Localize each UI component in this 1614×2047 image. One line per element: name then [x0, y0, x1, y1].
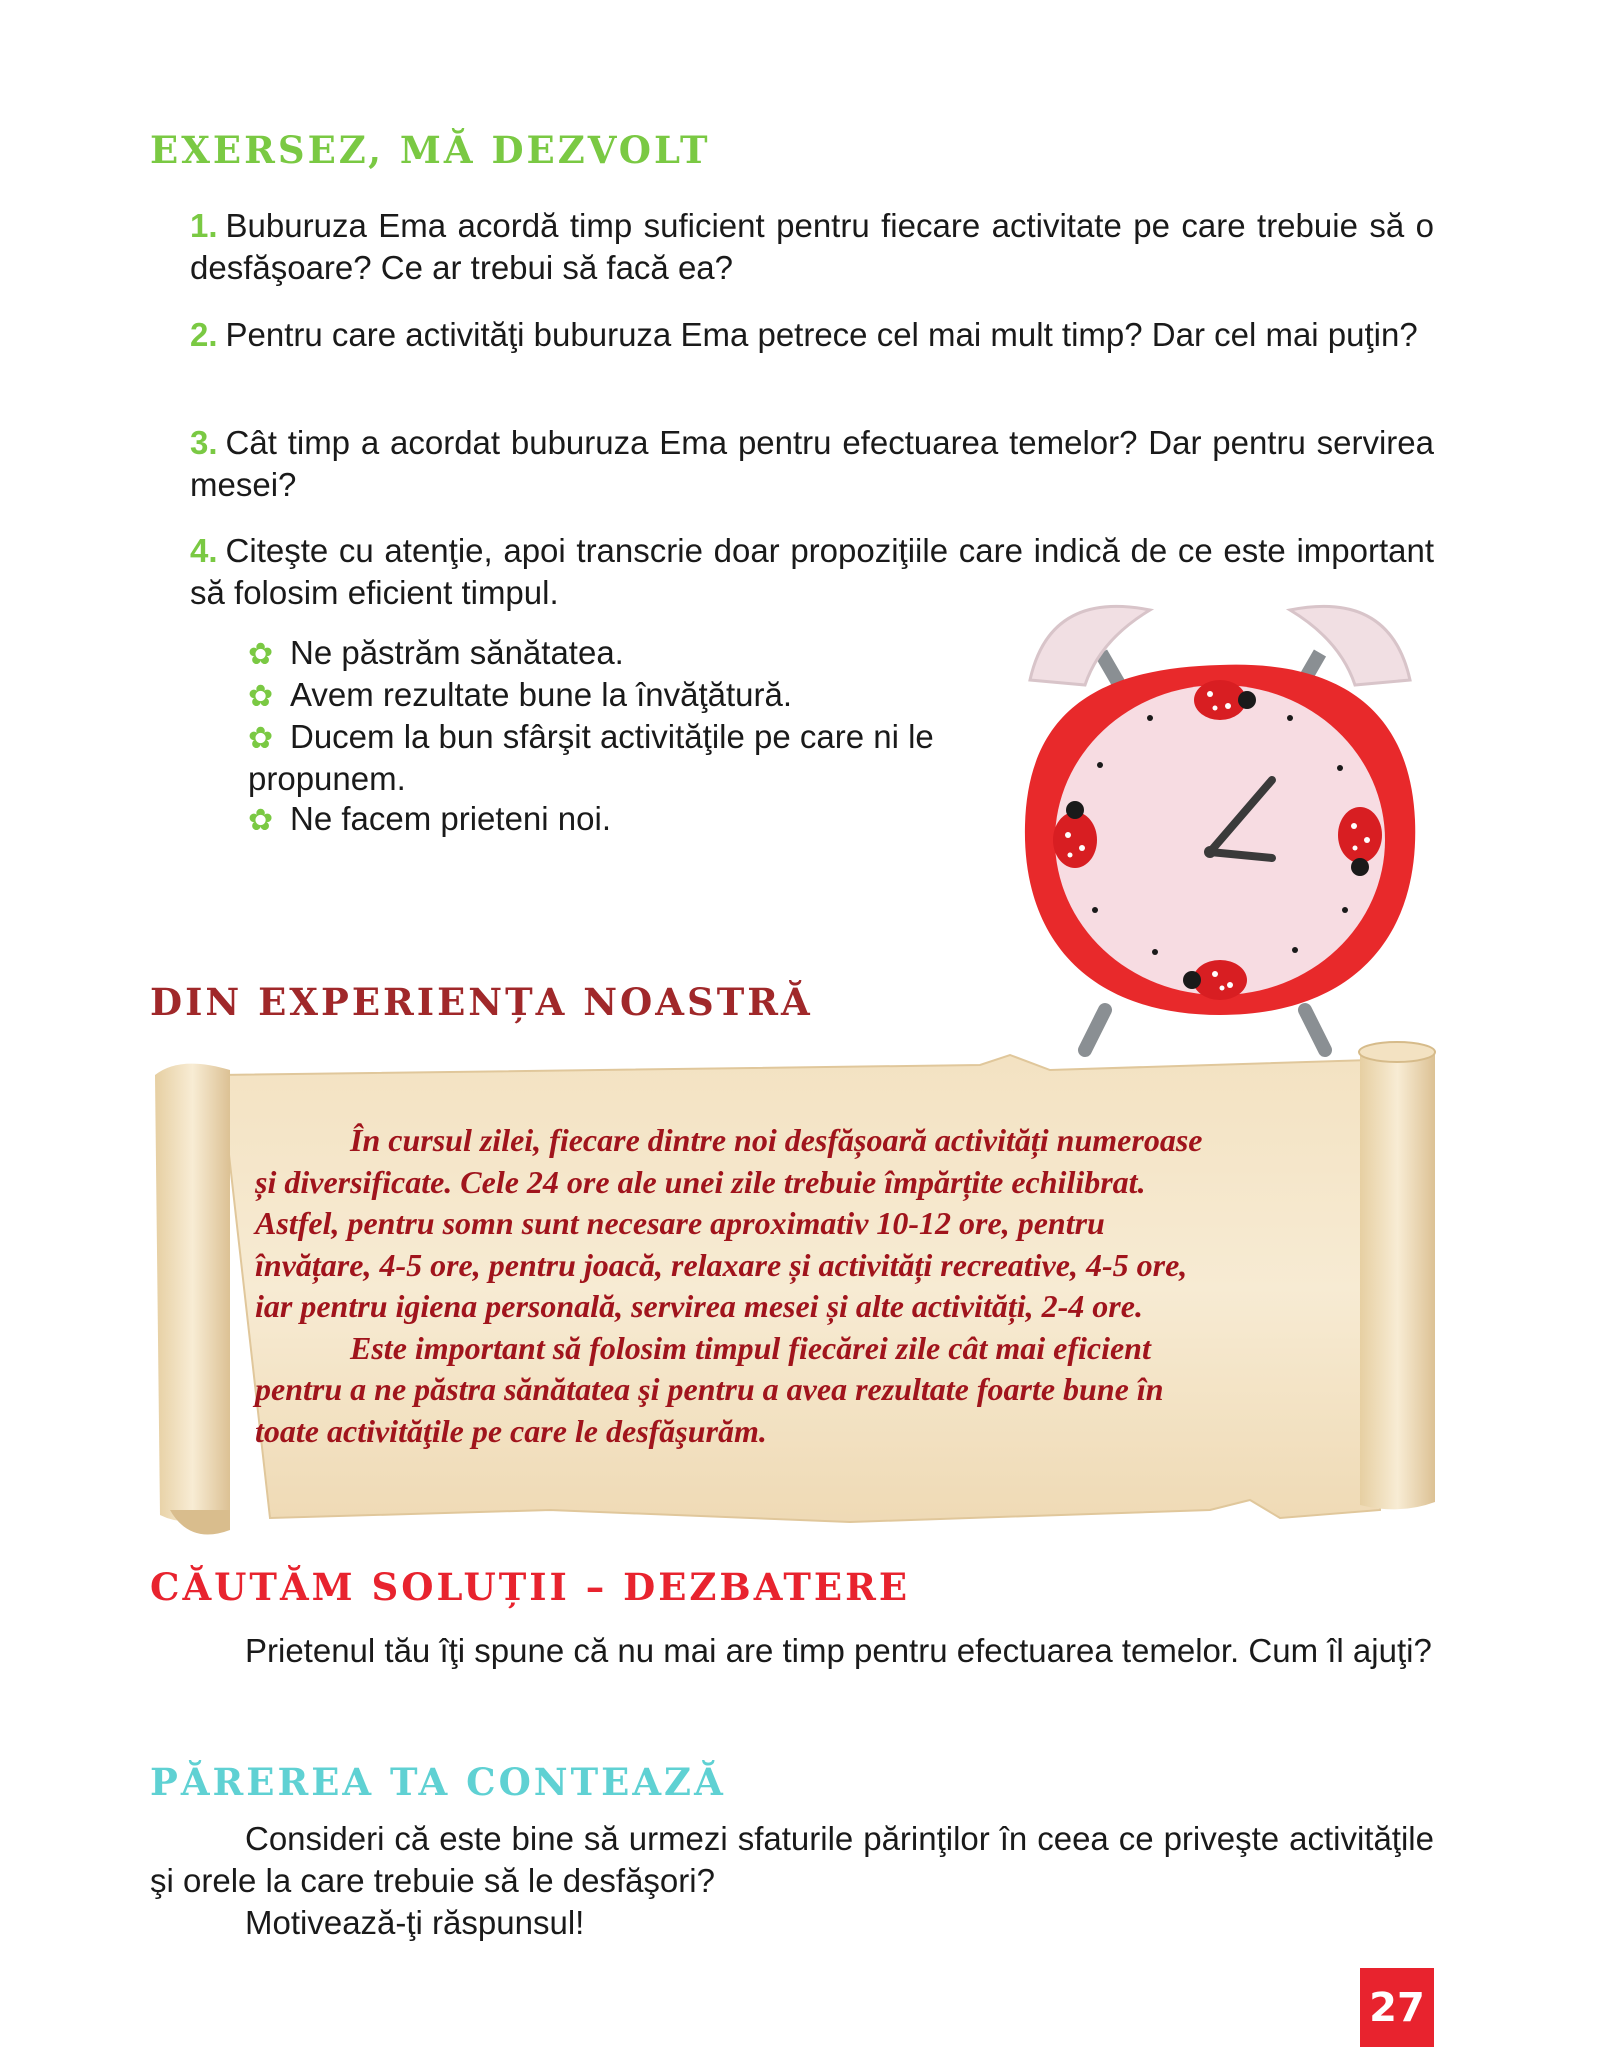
list-item [248, 633, 988, 675]
question-3 [190, 422, 1434, 506]
section-title-experience: DIN EXPERIENȚA NOASTRĂ [150, 980, 813, 1024]
flower-icon: ✿ [248, 804, 274, 837]
scroll-line: toate activităţile pe care le desfăşurăm. [255, 1412, 767, 1449]
section-title-opinion: PĂREREA TA CONTEAZĂ [150, 1760, 726, 1804]
scroll-text [255, 1120, 1327, 1452]
opinion-paragraph: Consideri că este bine să urmezi sfaturile părinţilor în ceea ce priveşte activităţile şi orele la care trebuie să le desfăşori? [150, 1820, 1434, 1899]
question-text: Pentru care activităţi buburuza Ema petrece cel mai mult timp? Dar cel mai puţin? [225, 316, 1418, 353]
list-item [248, 675, 988, 717]
list-item [248, 717, 988, 799]
list-item [248, 799, 988, 841]
page-number: 27 [1360, 1968, 1434, 2047]
question-2 [190, 314, 1434, 356]
section-title-solutions: CĂUTĂM SOLUȚII – DEZBATERE [150, 1565, 911, 1609]
answer-options-list [248, 633, 988, 841]
question-number: 3. [190, 424, 218, 461]
question-number: 2. [190, 316, 218, 353]
question-1 [190, 205, 1434, 289]
question-text: Buburuza Ema acordă timp suficient pentru fiecare activitate pe care trebuie să o desfăşoare? Ce ar trebui să facă ea? [190, 207, 1434, 286]
scroll-line: pentru a ne păstra sănătatea şi pentru a avea rezultate foarte bune în [255, 1371, 1164, 1407]
motivate-prompt: Motivează-ţi răspunsul! [245, 1904, 585, 1941]
list-item-text: Ne păstrăm sănătatea. [290, 634, 624, 671]
flower-icon: ✿ [248, 722, 274, 755]
question-number: 4. [190, 532, 218, 569]
scroll-line: învățare, 4-5 ore, pentru joacă, relaxare și activități recreative, 4-5 ore, [255, 1246, 1188, 1283]
scroll-line: Este important să folosim timpul fiecărei zile cât mai eficient [350, 1329, 1151, 1366]
debate-paragraph: Prietenul tău îţi spune că nu mai are timp pentru efectuarea temelor. Cum îl ajuţi? [245, 1632, 1432, 1669]
list-item-text: Ne facem prieteni noi. [290, 800, 611, 837]
flower-icon: ✿ [248, 680, 274, 713]
question-text: Citeşte cu atenţie, apoi transcrie doar propoziţiile care indică de ce este important să folosim eficient timpul. [190, 532, 1434, 611]
scroll-line: Astfel, pentru somn sunt necesare aproximativ 10-12 ore, pentru [255, 1205, 1105, 1241]
flower-icon: ✿ [248, 638, 274, 671]
scroll-line: și diversificate. Cele 24 ore ale unei zile trebuie împărțite echilibrat. [255, 1163, 1146, 1200]
scroll-line: iar pentru igiena personală, servirea mesei și alte activități, 2-4 ore. [255, 1288, 1143, 1324]
question-text: Cât timp a acordat buburuza Ema pentru efectuarea temelor? Dar pentru servirea mesei? [190, 424, 1434, 503]
section-title-exercise: EXERSEZ, MĂ DEZVOLT [150, 128, 711, 172]
list-item-text: Avem rezultate bune la învăţătură. [290, 676, 793, 713]
scroll-line: În cursul zilei, fiecare dintre noi desfășoară activități numeroase [350, 1122, 1203, 1158]
alarm-clock-illustration [1010, 590, 1430, 1060]
question-number: 1. [190, 207, 218, 244]
list-item-text: Ducem la bun sfârşit activităţile pe care ni le propunem. [248, 718, 934, 797]
